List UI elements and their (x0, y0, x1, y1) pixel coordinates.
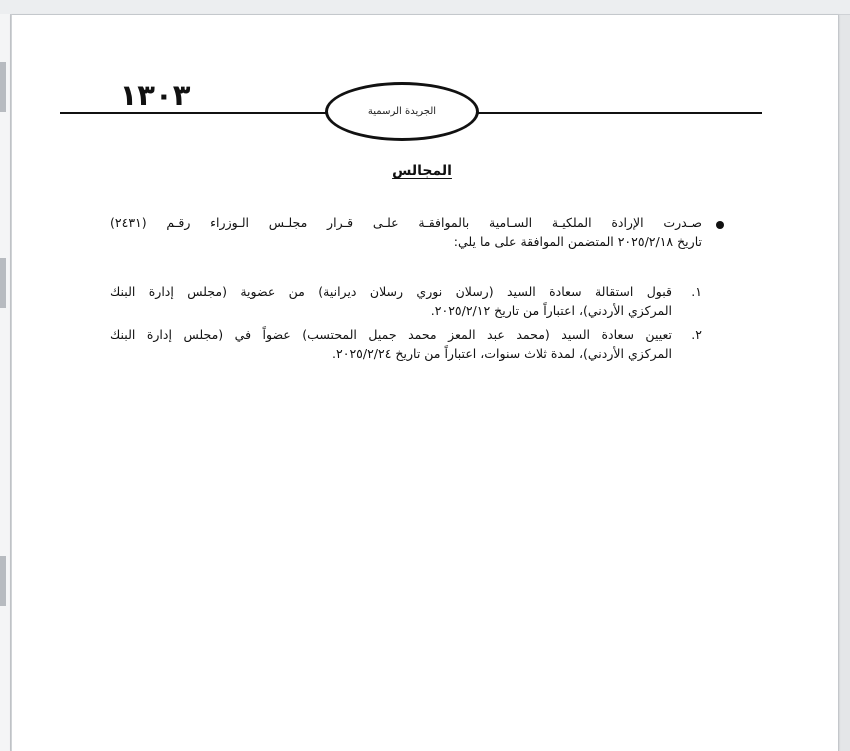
paragraph-line: صـدرت الإرادة الملكيـة السـامية بالموافقـة علـى قـرار مجلـس الـوزراء رقـم (٢٤٣١) (110, 215, 702, 230)
left-gutter (0, 14, 11, 751)
list-item-number: ١. (691, 284, 702, 299)
viewer-toolbar (0, 0, 850, 15)
list-item-number: ٢. (691, 327, 702, 342)
header-rule-right (478, 112, 762, 114)
gutter-marker (0, 258, 6, 308)
scrollbar-track[interactable] (838, 15, 850, 751)
list-item-line: المركزي الأردني)، اعتباراً من تاريخ ٢٠٢٥/٢/١٢. (430, 303, 672, 318)
header-rule-left (60, 112, 326, 114)
section-title: المجالس (392, 163, 452, 179)
gutter-marker (0, 62, 6, 112)
gazette-label: الجريدة الرسمية (367, 106, 437, 117)
document-page (11, 15, 839, 751)
bullet-icon (716, 221, 724, 229)
paragraph-line: تاريخ ٢٠٢٥/٢/١٨ المتضمن الموافقة على ما يلي: (453, 234, 702, 249)
gazette-emblem (325, 82, 479, 141)
list-item-line: المركزي الأردني)، لمدة ثلاث سنوات، اعتباراً من تاريخ ٢٠٢٥/٢/٢٤. (332, 346, 672, 361)
page-number: ١٣٠٣ (119, 78, 191, 112)
list-item-line: قبول استقالة سعادة السيد (رسلان نوري رسلان ديرانية) من عضوية (مجلس إدارة البنك (110, 284, 672, 299)
gutter-marker (0, 556, 6, 606)
list-item-line: تعيين سعادة السيد (محمد عبد المعز محمد جميل المحتسب) عضواً في (مجلس إدارة البنك (110, 327, 672, 342)
